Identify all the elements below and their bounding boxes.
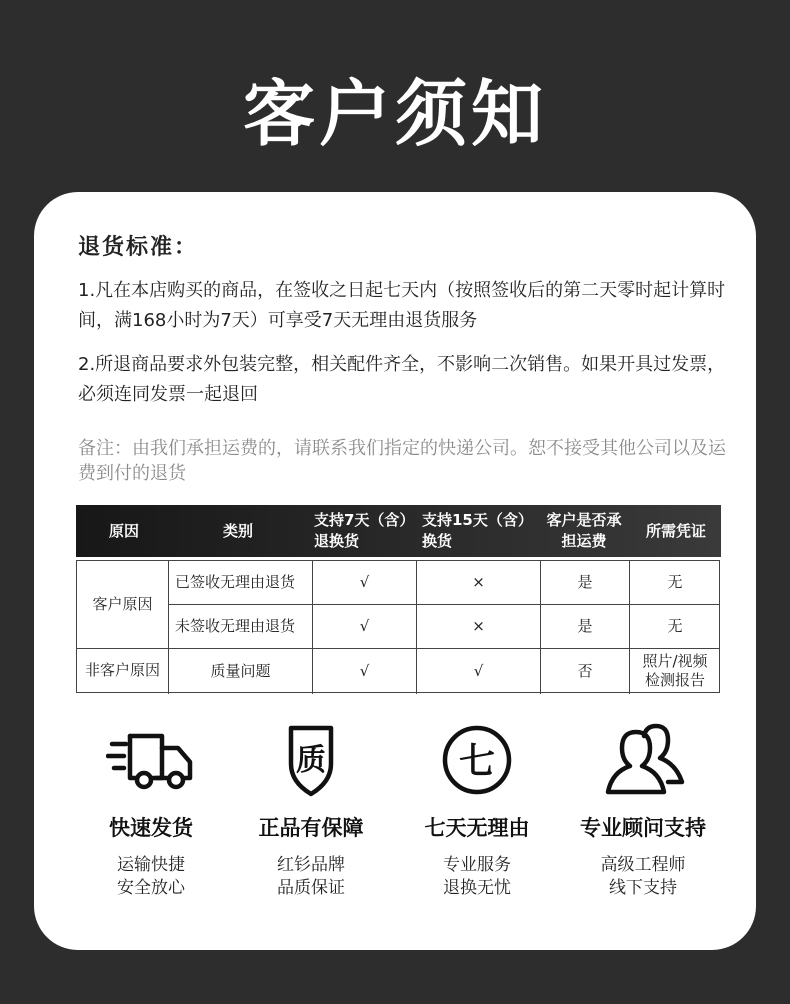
table-cell-category: 未签收无理由退货 <box>175 617 296 635</box>
reason-non-customer: 非客户原因 <box>84 661 160 679</box>
delivery-truck-icon <box>106 722 196 798</box>
policy-table <box>76 560 720 693</box>
table-cell-15day: × <box>472 617 485 635</box>
table-cell-7day: √ <box>359 617 370 635</box>
table-cell-7day: √ <box>359 573 370 591</box>
quality-badge-icon <box>266 722 356 798</box>
feature-line: 高级工程师 <box>600 855 686 875</box>
note-text: 备注：由我们承担运费的，请联系我们指定的快递公司。恕不接受其他公司以及运费到付的退货 <box>78 438 726 484</box>
table-cell-category: 已签收无理由退货 <box>175 573 296 591</box>
quality-glyph: 质 <box>296 743 326 778</box>
consultant-users-icon <box>598 722 688 798</box>
section-heading: 退货标准： <box>78 235 199 260</box>
table-header <box>76 505 721 557</box>
feature-seven-day-return <box>392 722 562 900</box>
table-cell-15day: √ <box>473 661 484 680</box>
table-cell-category: 质量问题 <box>210 661 271 680</box>
header-7day: 支持7天（含）退换货 <box>314 511 415 550</box>
table-cell-proof: 无 <box>667 617 683 635</box>
policy-paragraph-1: 1.凡在本店购买的商品，在签收之日起七天内（按照签收后的第二天零时起计算时间，满168小时为7天）可享受7天无理由退货服务 <box>78 280 726 331</box>
feature-line: 运输快捷 <box>117 855 185 875</box>
table-cell-fee: 否 <box>577 661 593 680</box>
header-shipping-fee: 客户是否承担运费 <box>546 511 622 550</box>
table-cell-7day: √ <box>359 661 370 680</box>
header-proof: 所需凭证 <box>645 521 706 540</box>
feature-line: 品质保证 <box>277 878 345 898</box>
header-reason: 原因 <box>108 521 139 540</box>
feature-line: 线下支持 <box>609 878 677 898</box>
feature-title: 快速发货 <box>109 816 193 840</box>
feature-line: 专业服务 <box>443 855 511 875</box>
table-cell-15day: × <box>472 573 485 591</box>
table-cell-fee: 是 <box>577 617 593 635</box>
header-category: 类别 <box>222 521 253 540</box>
feature-fast-delivery <box>66 722 236 900</box>
feature-line: 安全放心 <box>117 878 185 898</box>
seven-glyph: 七 <box>458 741 496 782</box>
feature-consultant-support <box>558 722 728 900</box>
reason-customer: 客户原因 <box>92 595 153 613</box>
policy-paragraph-2: 2.所退商品要求外包装完整，相关配件齐全，不影响二次销售。如果开具过发票，必须连同发票一起退回 <box>78 354 726 405</box>
table-cell-fee: 是 <box>577 573 593 591</box>
page-title: 客户须知 <box>242 72 547 156</box>
feature-genuine-guarantee <box>226 722 396 900</box>
feature-title: 七天无理由 <box>424 816 530 840</box>
table-cell-proof: 无 <box>667 573 683 591</box>
seven-circle-icon <box>432 722 522 798</box>
feature-title: 正品有保障 <box>258 816 364 840</box>
notice-card <box>34 192 756 950</box>
feature-title: 专业顾问支持 <box>580 816 706 840</box>
feature-line: 红钐品牌 <box>277 855 345 875</box>
header-15day: 支持15天（含）换货 <box>422 511 533 550</box>
feature-list <box>34 722 756 912</box>
table-cell-proof: 照片/视频检测报告 <box>642 652 708 689</box>
feature-line: 退换无忧 <box>443 878 511 898</box>
